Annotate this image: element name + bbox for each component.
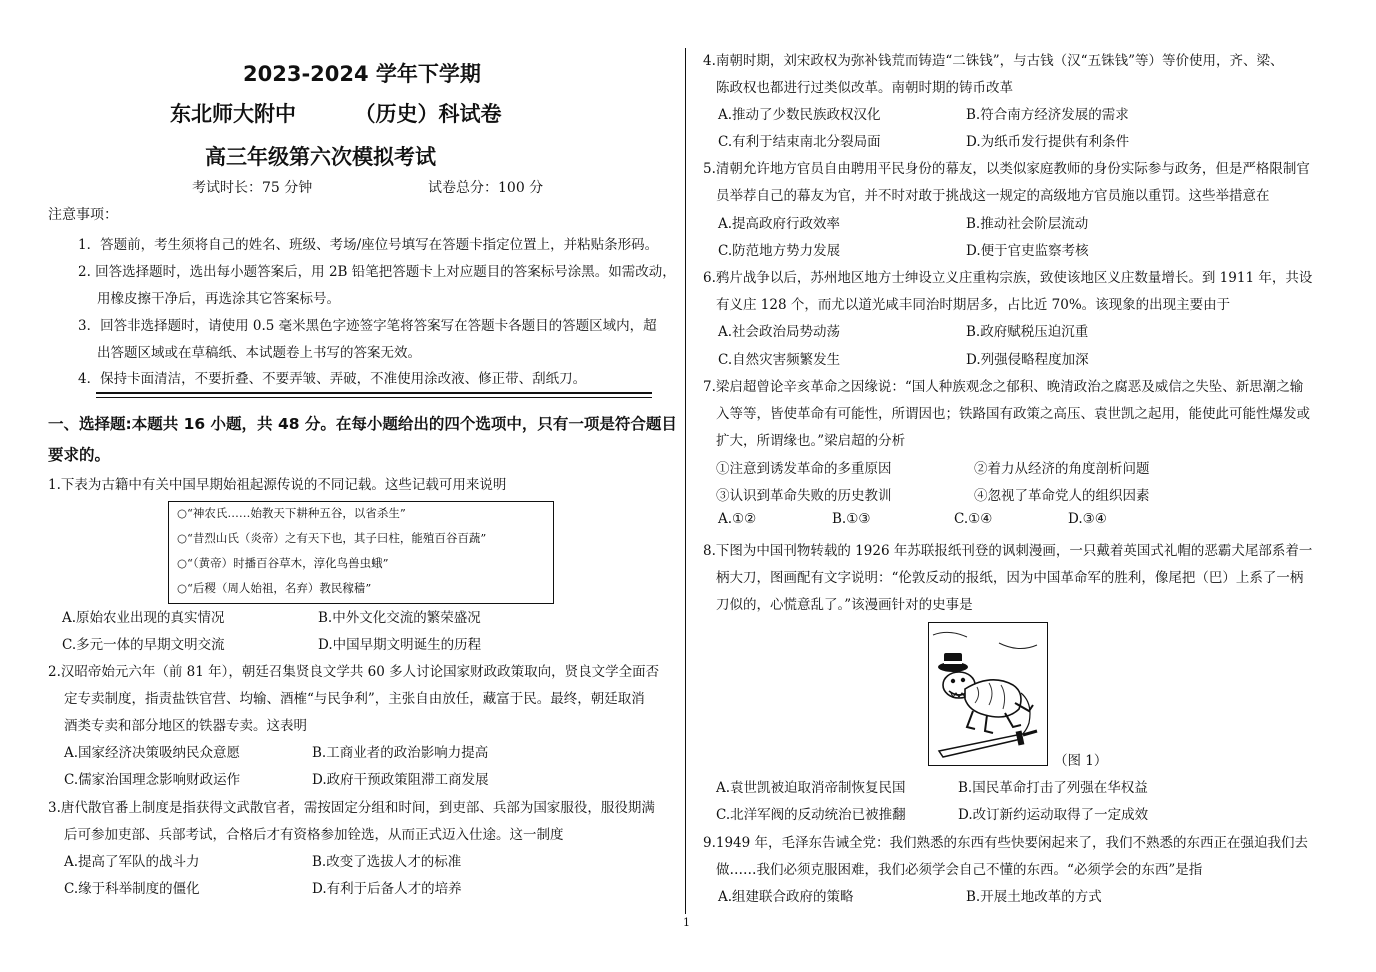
statement-4: ④忽视了革命党人的组织因素 [974,488,1150,504]
option-a[interactable]: A.社会政治局势动荡 [718,324,841,340]
notes-heading: 注意事项： [48,207,118,223]
question-8-stem: 柄大刀，图画配有文字说明：“伦敦反动的报纸，因为中国革命军的胜利，像尾把（巴）上系了一柄 [716,570,1304,586]
option-b[interactable]: B.改变了选拔人才的标准 [312,854,462,870]
exam-term-title: 2023-2024 学年下学期 [243,62,481,86]
option-b[interactable]: B.国民革命打击了列强在华权益 [958,780,1148,796]
statement-3: ③认识到革命失败的历史教训 [716,488,892,504]
statement-2: ②着力从经济的角度剖析问题 [974,461,1150,477]
option-c[interactable]: C.有利于结束南北分裂局面 [718,134,881,150]
note-item: 用橡皮擦干净后，再选涂其它答案标号。 [97,291,340,307]
option-b[interactable]: B.工商业者的政治影响力提高 [312,745,489,761]
question-5-stem: 员举荐自己的幕友为官，并不时对敢于挑战这一规定的高级地方官员施以重罚。这些举措意在 [716,188,1270,204]
question-7-stem: 入等等，皆使革命有可能性，所谓因也；铁路国有政策之高压、袁世凯之起用，能使此可能性爆发或 [716,406,1310,422]
option-d[interactable]: D.为纸币发行提供有利条件 [966,134,1130,150]
bulldog-sword-cartoon-icon [929,623,1047,765]
option-b[interactable]: B.符合南方经济发展的需求 [966,107,1129,123]
option-b[interactable]: B.推动社会阶层流动 [966,216,1089,232]
quote-line: ○“昔烈山氏（炎帝）之有天下也，其子曰柱，能殖百谷百蔬” [177,531,487,545]
satirical-cartoon-image [928,622,1048,766]
question-5-stem: 5.清朝允许地方官员自由聘用平民身份的幕友，以类似家庭教师的身份实际参与政务，但是严格限制官 [703,161,1310,177]
option-c[interactable]: C.缘于科举制度的僵化 [64,881,200,897]
statement-1: ①注意到诱发革命的多重原因 [716,461,892,477]
option-a[interactable]: A.原始农业出现的真实情况 [62,610,225,626]
option-b[interactable]: B.政府赋税压迫沉重 [966,324,1089,340]
option-b[interactable]: B.开展土地改革的方式 [966,889,1102,905]
question-8-stem: 8.下图为中国刊物转载的 1926 年苏联报纸刊登的讽刺漫画，一只戴着英国式礼帽的恶霸犬尾部系着一 [703,543,1313,559]
question-7-stem: 扩大，所谓缘也。”梁启超的分析 [716,433,906,449]
option-c[interactable]: C.多元一体的早期文明交流 [62,637,225,653]
school-subject-title: 东北师大附中 （历史）科试卷 [170,102,502,126]
option-a[interactable]: A.组建联合政府的策略 [718,889,854,905]
option-a[interactable]: A.提高了军队的战斗力 [64,854,200,870]
question-6-stem: 6.鸦片战争以后，苏州地区地方士绅设立义庄重构宗族，致使该地区义庄数量增长。到 1911 年，共设 [703,270,1313,286]
question-2-stem: 2.汉昭帝始元六年（前 81 年），朝廷召集贤良文学共 60 多人讨论国家财政政策取向，贤良文学全面否 [48,664,660,680]
column-divider [685,48,686,914]
option-c[interactable]: C.自然灾害频繁发生 [718,352,841,368]
option-a[interactable]: A.提高政府行政效率 [718,216,841,232]
question-9-stem: 做……我们必须克服困难，我们必须学会自己不懂的东西。“必须学会的东西”是指 [716,862,1203,878]
section-heading: 一、选择题:本题共 16 小题，共 48 分。在每小题给出的四个选项中，只有一项是符合题目 [48,415,677,433]
option-b[interactable]: B.中外文化交流的繁荣盛况 [318,610,481,626]
option-a[interactable]: A.①② [718,511,757,527]
question-1-stem: 1.下表为古籍中有关中国早期始祖起源传说的不同记载。这些记载可用来说明 [48,477,507,493]
quote-line: ○“（黄帝）时播百谷草木，淳化鸟兽虫蛾” [177,556,389,570]
exam-duration: 考试时长：75 分钟 [192,180,313,196]
option-d[interactable]: D.有利于后备人才的培养 [312,881,462,897]
option-d[interactable]: D.中国早期文明诞生的历程 [318,637,482,653]
option-d[interactable]: D.政府干预政策阻滞工商发展 [312,772,489,788]
quote-table [168,501,554,604]
option-d[interactable]: D.改订新约运动取得了一定成效 [958,807,1149,823]
question-9-stem: 9.1949 年，毛泽东告诫全党：我们熟悉的东西有些快要闲起来了，我们不熟悉的东西正在强迫我们去 [703,835,1309,851]
option-d[interactable]: D.便于官吏监察考核 [966,243,1089,259]
option-d[interactable]: D.列强侵略程度加深 [966,352,1089,368]
exam-name-title: 高三年级第六次模拟考试 [205,145,436,169]
figure-caption: （图 1） [1054,753,1108,769]
question-3-stem: 后可参加吏部、兵部考试，合格后才有资格参加铨选，从而正式迈入仕途。这一制度 [64,827,564,843]
quote-line: ○“后稷（周人始祖，名弃）教民稼穑” [177,581,372,595]
option-c[interactable]: C.防范地方势力发展 [718,243,841,259]
option-c[interactable]: C.北洋军阀的反动统治已被推翻 [716,807,906,823]
option-a[interactable]: A.推动了少数民族政权汉化 [718,107,881,123]
question-6-stem: 有义庄 128 个，而尤以道光咸丰同治时期居多，占比近 70%。该现象的出现主要由于 [716,297,1231,313]
page-number: 1 [683,916,690,929]
option-b[interactable]: B.①③ [832,511,871,527]
question-2-stem: 定专卖制度，指责盐铁官营、均输、酒榷“与民争利”，主张自由放任，藏富于民。最终，朝廷取消 [64,691,645,707]
question-2-stem: 酒类专卖和部分地区的铁器专卖。这表明 [64,718,307,734]
note-item: 1．答题前，考生须将自己的姓名、班级、考场/座位号填写在答题卡指定位置上，并粘贴条形码。 [78,237,659,253]
note-item: 4．保持卡面清洁，不要折叠、不要弄皱、弄破，不准使用涂改液、修正带、刮纸刀。 [78,371,587,387]
option-c[interactable]: C.儒家治国理念影响财政运作 [64,772,241,788]
note-item: 2. 回答选择题时，选出每小题答案后，用 2B 铅笔把答题卡上对应题目的答案标号涂黑。如需改动， [78,264,676,280]
exam-total-score: 试卷总分：100 分 [428,180,544,196]
question-7-stem: 7.梁启超曾论辛亥革命之因缘说：“国人种族观念之郁积、晚清政治之腐恶及威信之失坠、新思潮之输 [703,379,1304,395]
note-item: 出答题区域或在草稿纸、本试题卷上书写的答案无效。 [97,345,421,361]
question-3-stem: 3.唐代散官番上制度是指获得文武散官者，需按固定分组和时间，到吏部、兵部为国家服役，服役期满 [48,800,655,816]
option-a[interactable]: A.国家经济决策吸纳民众意愿 [64,745,241,761]
option-a[interactable]: A.袁世凯被迫取消帝制恢复民国 [716,780,906,796]
section-heading-cont: 要求的。 [48,446,111,464]
question-4-stem: 陈政权也都进行过类似改革。南朝时期的铸币改革 [716,80,1013,96]
divider-rule [96,392,652,394]
quote-line: ○“神农氏……始教天下耕种五谷，以省杀生” [177,506,406,520]
option-c[interactable]: C.①④ [954,511,993,527]
option-d[interactable]: D.③④ [1068,511,1107,527]
question-8-stem: 刀似的，心慌意乱了。”该漫画针对的史事是 [716,597,973,613]
question-4-stem: 4.南朝时期，刘宋政权为弥补钱荒而铸造“二铢钱”，与古钱（汉“五铢钱”等）等价使用，齐、梁、 [703,53,1284,69]
divider-rule [96,397,652,398]
note-item: 3．回答非选择题时，请使用 0.5 毫米黑色字迹签字笔将答案写在答题卡各题目的答题区域内，超 [78,318,657,334]
